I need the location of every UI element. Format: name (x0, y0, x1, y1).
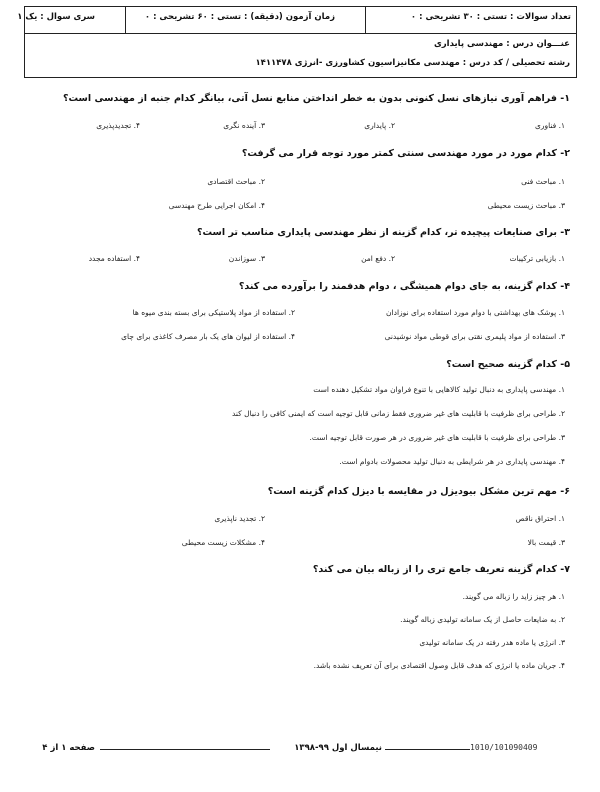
q7-option-4[interactable]: ۴. جریان ماده یا انرژی که هدف قابل وصول اقتصادی برای آن تعریف نشده باشد. (313, 661, 565, 670)
q4-option-4[interactable]: ۴. استفاده از لیوان های یک بار مصرف کاغذی برای چای (121, 332, 295, 341)
course-title: عنـــوان درس : مهندسی پایداری (433, 39, 570, 49)
question-6: ۶- مهم ترین مشکل بیودیزل در مقایسه با دیزل کدام گزینه است؟ (267, 486, 570, 497)
q2-option-4[interactable]: ۴. امکان اجرایی طرح مهندسی (168, 201, 265, 210)
q4-option-3[interactable]: ۳. استفاده از مواد پلیمری نقتی برای قوطی مواد نوشیدنی (384, 332, 565, 341)
q2-option-1[interactable]: ۱. مباحث فنی (521, 177, 565, 186)
q6-option-1[interactable]: ۱. احتراق ناقص (515, 514, 565, 523)
q5-option-2[interactable]: ۲. طراحی برای ظرفیت با قابلیت های غیر ضروری فقط زمانی قابل توجیه است که ایمنی کافی را دنبال کند (231, 409, 565, 418)
q1-option-4[interactable]: ۴. تجدیدپذیری (96, 121, 140, 130)
question-2: ۲- کدام مورد در مورد مهندسی سنتی کمتر مورد توجه قرار می گرفت؟ (241, 148, 570, 159)
footer-rule-left (100, 749, 270, 750)
page-number: صفحه ۱ از ۴ (42, 743, 95, 753)
question-5: ۵- کدام گزینه صحیح است؟ (446, 359, 570, 370)
q1-option-3[interactable]: ۳. آینده نگری (223, 121, 265, 130)
q1-option-1[interactable]: ۱. فناوری (534, 121, 565, 130)
question-4: ۴- کدام گزینه، به جای دوام همیشگی ، دوام هدفمند را برآورده می کند؟ (238, 281, 570, 292)
q1-option-2[interactable]: ۲. پایداری (364, 121, 395, 130)
footer-rule-right (385, 749, 470, 750)
question-3: ۳- برای صنایعات پیچیده تر، کدام گزینه از نظر مهندسی پایداری مناسب تر است؟ (196, 227, 570, 238)
exam-code: 1010/101090409 (470, 743, 538, 752)
q6-option-4[interactable]: ۴. مشکلات زیست محیطی (181, 538, 265, 547)
q3-option-2[interactable]: ۲. دفع امن (361, 254, 395, 263)
q2-option-2[interactable]: ۲. مباحث اقتصادی (207, 177, 265, 186)
q5-option-3[interactable]: ۳. طراحی برای ظرفیت با قابلیت های غیر ضروری در هر صورت قابل توجیه است. (309, 433, 565, 442)
semester: نیمسال اول ۹۹-۱۳۹۸ (294, 743, 382, 753)
q6-option-2[interactable]: ۲. تجدید ناپذیری (214, 514, 265, 523)
q6-option-3[interactable]: ۳. قیمت بالا (527, 538, 565, 547)
question-count: تعداد سوالات : تستی : ۳۰ تشریحی : ۰ (410, 12, 571, 22)
q5-option-4[interactable]: ۴. مهندسی پایداری در هر شرایطی به دنبال تولید محصولات بادوام است. (339, 457, 565, 466)
q4-option-1[interactable]: ۱. پوشک های بهداشتی با دوام مورد استفاده برای نوزادان (386, 308, 565, 317)
q2-option-3[interactable]: ۳. مباحث زیست محیطی (487, 201, 565, 210)
exam-time: زمان آزمون (دقیقه) : تستی : ۶۰ تشریحی : ۰ (144, 12, 335, 22)
q3-option-3[interactable]: ۳. سوزاندن (228, 254, 265, 263)
q7-option-1[interactable]: ۱. هر چیز زاید را زباله می گویند. (462, 592, 565, 601)
question-1: ۱- فراهم آوری نیازهای نسل کنونی بدون به خطر انداختن منابع نسل آتی، بیانگر کدام جنبه از مهندسی است؟ (62, 93, 570, 104)
q3-option-4[interactable]: ۴. استفاده مجدد (88, 254, 140, 263)
q7-option-2[interactable]: ۲. به ضایعات حاصل از یک سامانه تولیدی زباله گویند. (400, 615, 565, 624)
field-code: رشته تحصیلی / کد درس : مهندسی مکانیزاسیون کشاورزی -انرژی ۱۴۱۱۴۷۸ (255, 58, 570, 68)
question-7: ۷- کدام گزینه تعریف جامع تری را از زباله بیان می کند؟ (312, 564, 570, 575)
question-series: سری سوال : یک ۱ (17, 12, 95, 22)
q7-option-3[interactable]: ۳. انرژی یا ماده هدر رفته در یک سامانه تولیدی (419, 638, 565, 647)
q5-option-1[interactable]: ۱. مهندسی پایداری به دنبال تولید کالاهایی با تنوع فراوان مواد تشکیل دهنده است (313, 385, 565, 394)
q3-option-1[interactable]: ۱. بازیابی ترکیبات (509, 254, 565, 263)
q4-option-2[interactable]: ۲. استفاده از مواد پلاستیکی برای بسته بندی میوه ها (132, 308, 295, 317)
